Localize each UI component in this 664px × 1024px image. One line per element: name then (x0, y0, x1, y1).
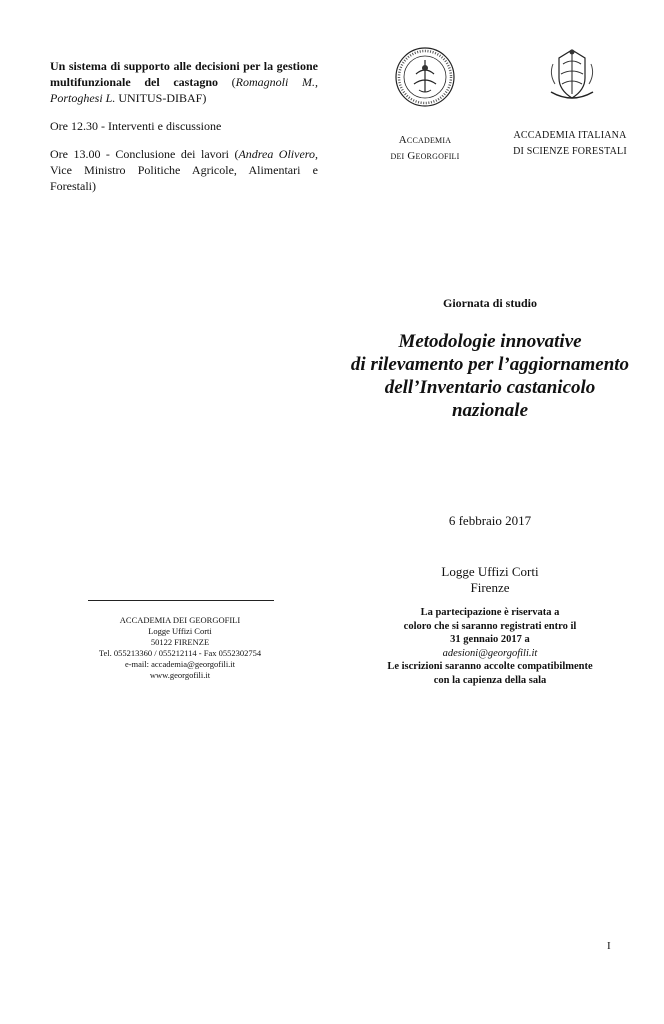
conclusion-speaker: Andrea Olivero, (238, 147, 318, 161)
georgofili-seal-logo (394, 46, 456, 108)
venue-line1: Logge Uffizi Corti (441, 564, 539, 579)
program-item-conclusion (50, 146, 318, 194)
program-list (50, 58, 318, 206)
georgofili-caption-line1: Accademia (398, 134, 452, 146)
registration-line3: 31 gennaio 2017 a (450, 634, 530, 645)
venue-line2: Firenze (470, 580, 510, 595)
scienze-forestali-caption-line1: ACCADEMIA ITALIANA (513, 130, 627, 141)
contact-phones: Tel. 055213360 / 055212114 - Fax 0552302754 (98, 648, 262, 658)
event-kind: Giornata di studio (442, 296, 538, 310)
footer-divider (88, 600, 274, 601)
conclusion-role: Vice Ministro Politiche Agricole, Alimentari e Forestali) (50, 163, 318, 193)
contact-block (60, 615, 300, 681)
program-item-discussion: Ore 12.30 - Interventi e discussione (50, 119, 222, 133)
registration-line6: con la capienza della sala (433, 674, 547, 686)
registration-line2: coloro che si saranno registrati entro il (403, 620, 577, 632)
event-title (330, 330, 650, 422)
contact-address2: 50122 FIRENZE (150, 637, 210, 647)
talk-authors: Romagnoli M., Portoghesi L. (50, 75, 318, 105)
scienze-forestali-caption (505, 128, 635, 160)
contact-address1: Logge Uffizi Corti (148, 626, 212, 636)
contact-website-link[interactable]: www.georgofili.it (149, 670, 211, 680)
registration-email-link[interactable]: adesioni@georgofili.it (442, 647, 538, 659)
talk-title: Un sistema di supporto alle decisioni per la gestione multifunzionale del castagno (50, 59, 318, 89)
scienze-forestali-crest-logo (541, 44, 603, 106)
georgofili-caption (372, 132, 478, 164)
talk-affiliation: UNITUS-DIBAF) (118, 91, 207, 105)
event-title-line1: Metodologie innovative (398, 331, 582, 352)
page-number: I (607, 940, 611, 952)
event-title-line3: dell’Inventario castanicolo (384, 377, 596, 398)
event-venue (330, 564, 650, 596)
program-item-decision-support: Un sistema di supporto alle decisioni per la gestione multifunzionale del castagno (Romagnoli M., Portoghesi L. UNITUS-DIBAF) (50, 59, 318, 105)
event-title-line4: nazionale (451, 400, 529, 421)
event-date: 6 febbraio 2017 (448, 513, 532, 528)
scienze-forestali-caption-line2: DI SCIENZE FORESTALI (513, 146, 627, 157)
georgofili-caption-line2: dei Georgofili (390, 150, 460, 162)
contact-name: ACCADEMIA DEI GEORGOFILI (119, 615, 241, 625)
contact-email-link[interactable]: e-mail: accademia@georgofili.it (124, 659, 236, 669)
registration-note (330, 606, 650, 687)
event-title-line2: di rilevamento per l’aggiornamento (350, 354, 630, 375)
conclusion-prefix: Ore 13.00 - Conclusione dei lavori ( (50, 147, 239, 161)
registration-line5: Le iscrizioni saranno accolte compatibilmente (387, 661, 593, 672)
registration-line1: La partecipazione è riservata a (420, 607, 560, 618)
